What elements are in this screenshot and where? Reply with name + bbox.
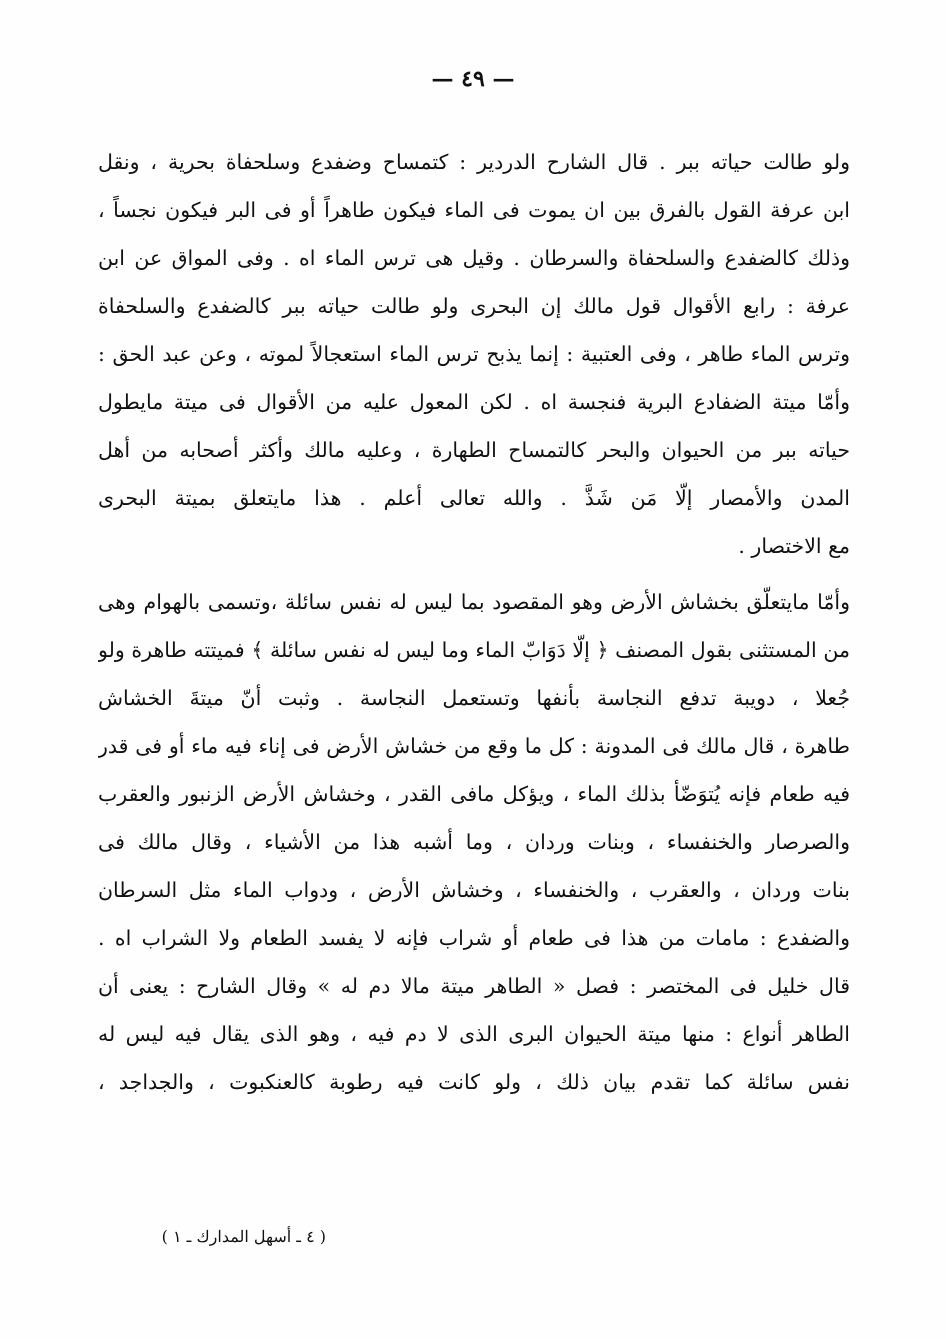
- text-line: الطاهر أنواع : منها ميتة الحيوان البرى الذى لا دم فيه ، وهو الذى يقال فيه ليس له: [98, 1022, 850, 1046]
- paragraph-2: [98, 578, 850, 1106]
- text-line: بنات وردان ، والعقرب ، والخنفساء ، وخشاش الأرض ، ودواب الماء مثل السرطان: [98, 878, 850, 902]
- text-line: مع الاختصار .: [738, 534, 850, 558]
- body-text: [98, 138, 850, 1106]
- paragraph-gap: [98, 570, 850, 578]
- text-line: ابن عرفة القول بالفرق بين ان يموت فى الماء فيكون طاهراً أو فى البر فيكون نجساً ،: [98, 198, 850, 222]
- text-line: ولو طالت حياته ببر . قال الشارح الدردير : كتمساح وضفدع وسلحفاة بحرية ، ونقل: [98, 150, 850, 174]
- text-line: والضفدع : مامات من هذا فى طعام أو شراب فإنه لا يفسد الطعام ولا الشراب اه .: [98, 926, 850, 950]
- text-line: وترس الماء طاهر ، وفى العتبية : إنما يذبح ترس الماء استعجالاً لموته ، وعن عبد الحق :: [98, 342, 850, 366]
- text-line: طاهرة ، قال مالك فى المدونة : كل ما وقع من خشاش الأرض فى إناء فيه ماء أو فى قدر: [98, 734, 850, 758]
- text-line: قال خليل فى المختصر : فصل « الطاهر ميتة مالا دم له » وقال الشارح : يعنى أن: [98, 974, 850, 998]
- text-line: فيه طعام فإنه يُتوَضّأ بذلك الماء ، ويؤكل مافى القدر ، وخشاش الأرض الزنبور والعقرب: [98, 782, 850, 806]
- paragraph-1: [98, 138, 850, 570]
- page-number: — ٤٩ —: [431, 66, 515, 92]
- signature-mark: ( ٤ ـ أسهل المدارك ـ ١ ): [161, 1227, 326, 1246]
- text-line: وأمّا مايتعلّق بخشاش الأرض وهو المقصود بما ليس له نفس سائلة ،وتسمى بالهوام وهى: [98, 590, 850, 614]
- text-line: من المستثنى بقول المصنف ﴿ إلّا دَوَابّ الماء وما ليس له نفس سائلة ﴾ فميتته طاهرة ولو: [98, 638, 850, 662]
- page-footer: [0, 1227, 946, 1253]
- text-line: نفس سائلة كما تقدم بيان ذلك ، ولو كانت فيه رطوبة كالعنكبوت ، والجداجد ،: [98, 1070, 850, 1094]
- text-line: والصرصار والخنفساء ، وبنات وردان ، وما أشبه هذا من الأشياء ، وقال مالك فى: [98, 830, 850, 854]
- text-line: وذلك كالضفدع والسلحفاة والسرطان . وقيل هى ترس الماء اه . وفى المواق عن ابن: [98, 246, 850, 270]
- text-line: المدن والأمصار إلّا مَن شَذَّ . والله تعالى أعلم . هذا مايتعلق بميتة البحرى: [98, 486, 850, 510]
- text-line: جُعلا ، دويبة تدفع النجاسة بأنفها وتستعمل النجاسة . وثبت أنّ ميتةَ الخشاش: [98, 686, 850, 710]
- text-line: حياته ببر من الحيوان والبحر كالتمساح الطهارة ، وعليه مالك وأكثر أصحابه من أهل: [98, 438, 850, 462]
- text-line: عرفة : رابع الأقوال قول مالك إن البحرى ولو طالت حياته ببر كالضفدع والسلحفاة: [98, 294, 850, 318]
- text-line: وأمّا ميتة الضفادع البرية فنجسة اه . لكن المعول عليه من الأقوال فى ميتة مايطول: [98, 390, 850, 414]
